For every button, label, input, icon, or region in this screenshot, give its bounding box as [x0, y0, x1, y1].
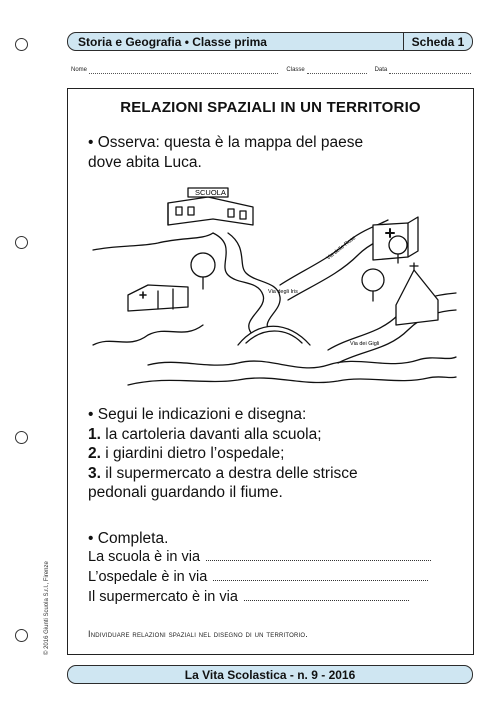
item-2-number: 2. — [88, 445, 101, 462]
village-map — [88, 185, 458, 390]
observe-line-1: Osserva: questa è la mappa del paese — [97, 134, 364, 151]
bullet: • — [88, 530, 94, 547]
bullet: • — [88, 406, 94, 423]
fill-line-label: La scuola è in via — [88, 549, 201, 565]
copyright-credit: © 2016 Giunti Scuola S.r.l., Firenze — [44, 561, 50, 655]
name-row — [71, 67, 471, 74]
answer-blank[interactable] — [244, 588, 409, 601]
item-3-continued: pedonali guardando il fiume. — [88, 484, 283, 501]
class-field[interactable] — [307, 67, 367, 74]
worksheet-card — [67, 88, 474, 655]
item-1-text: la cartoleria davanti alla scuola; — [100, 425, 322, 443]
fill-line-school — [88, 547, 431, 567]
binder-hole — [15, 431, 28, 444]
instructions-intro: Segui le indicazioni e disegna: — [97, 406, 307, 423]
date-field[interactable] — [389, 67, 471, 74]
fill-in-lines — [88, 547, 431, 607]
item-3-text: il supermercato a destra delle strisce — [100, 464, 358, 482]
item-3-number: 3. — [88, 464, 101, 482]
name-field[interactable] — [89, 67, 278, 74]
fill-line-hospital — [88, 567, 431, 587]
binder-hole — [15, 38, 28, 51]
footer-bar: La Vita Scolastica - n. 9 - 2016 — [67, 665, 473, 684]
worksheet-title: RELAZIONI SPAZIALI IN UN TERRITORIO — [120, 99, 421, 116]
via-iris-label: Via degli Iris — [268, 289, 298, 295]
drawing-instructions — [88, 405, 358, 503]
observe-line-2: dove abita Luca. — [88, 153, 202, 171]
name-label: Nome — [71, 67, 88, 73]
header-bar — [67, 32, 473, 51]
date-label: Data — [374, 67, 388, 73]
via-gigli-label: Via dei Gigli — [350, 341, 380, 347]
item-1-number: 1. — [88, 425, 101, 443]
school-sign: SCUOLA — [195, 188, 226, 197]
complete-heading — [88, 529, 168, 549]
complete-heading-text: Completa. — [97, 530, 169, 547]
item-2-text: i giardini dietro l’ospedale; — [100, 445, 285, 462]
observe-instruction — [88, 133, 363, 172]
teacher-note: Individuare relazioni spaziali nel disegno di un territorio. — [88, 629, 308, 639]
answer-blank[interactable] — [213, 568, 428, 581]
bullet: • — [88, 134, 94, 151]
class-label: Classe — [286, 67, 305, 73]
fill-line-label: Il supermercato è in via — [88, 589, 238, 605]
answer-blank[interactable] — [206, 548, 431, 561]
fill-line-supermarket — [88, 587, 431, 607]
fill-line-label: L’ospedale è in via — [88, 569, 208, 585]
sheet-label: Scheda 1 — [403, 33, 472, 50]
binder-hole — [15, 236, 28, 249]
subject-label: Storia e Geografia • Classe prima — [78, 34, 267, 49]
binder-hole — [15, 629, 28, 642]
via-rose-label: Via delle Rose — [325, 235, 358, 262]
